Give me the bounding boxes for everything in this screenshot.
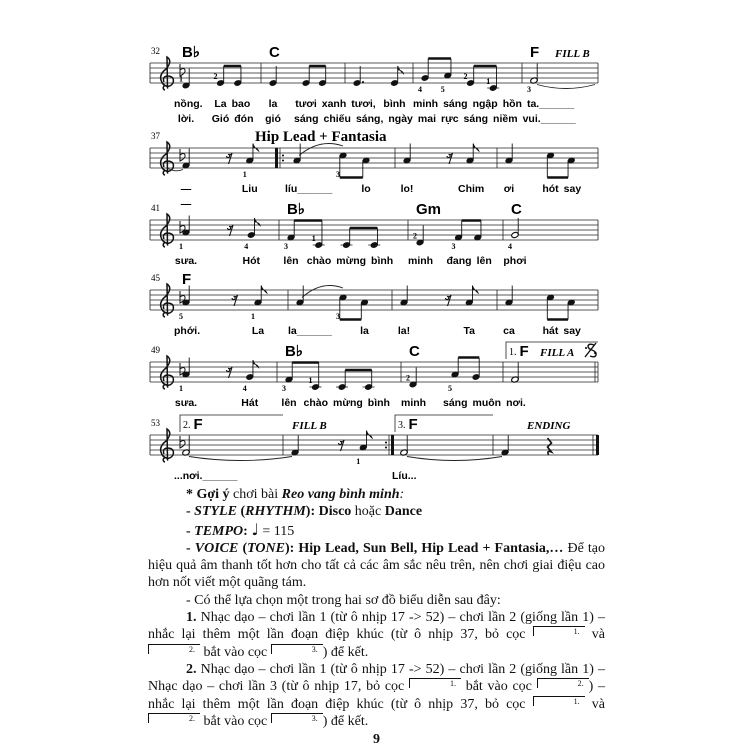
chord-symbol: F	[519, 343, 529, 360]
quarter-note-icon: ♩	[251, 519, 259, 539]
text-segment: STYLE	[194, 504, 237, 520]
treble-clef-icon	[161, 356, 174, 389]
text-segment: :	[243, 523, 252, 539]
text-segment: ) – nhắc lại thêm một lần đoạn điệp khúc (từ ô nhịp 37, bỏ cọc	[148, 679, 605, 712]
text-segment: -	[186, 504, 195, 520]
paragraph	[148, 661, 605, 730]
lyric-syllable: lên	[476, 255, 492, 267]
lyric-syllable: ơi	[503, 183, 515, 195]
lyric-syllable: Gió	[211, 113, 230, 125]
lyric-syllable: gió	[265, 113, 281, 125]
text-segment: ): Hip Lead, Sun Bell, Hip Lead + Fantasia,…	[284, 540, 568, 556]
lyric-syllable: Hót	[242, 255, 260, 267]
lyric-syllable: sáng,	[355, 113, 384, 125]
volta-number: 3.	[398, 420, 406, 431]
text-segment: 1.	[186, 610, 201, 626]
repeat-dot	[385, 447, 387, 449]
lyric-syllable: sưa.	[174, 255, 198, 267]
performance-notes-paragraphs	[148, 486, 605, 730]
slur	[302, 285, 343, 297]
fingering-number: 2	[413, 231, 417, 241]
paragraph	[148, 486, 605, 503]
lyric-syllable: chào	[306, 255, 332, 267]
dot	[362, 81, 364, 83]
paragraph	[148, 592, 605, 609]
tie	[189, 457, 292, 461]
fingering-number: 5	[179, 312, 183, 321]
lyric-syllable: mừng	[333, 397, 363, 409]
lyric-syllable: mừng	[336, 255, 367, 267]
lyric-syllable: tươi,	[351, 98, 376, 110]
text-segment: TONE	[247, 540, 285, 556]
lyric-syllable: minh	[408, 255, 434, 267]
fingering-number: 1	[179, 242, 183, 251]
fingering-number: 3	[284, 242, 288, 251]
text-segment: ): Disco	[305, 504, 355, 520]
lyric-syllable: hót	[542, 183, 559, 195]
key-signature-flat-icon	[180, 436, 185, 448]
lyric-syllable: Liu	[241, 183, 258, 195]
text-segment: RHYTHM	[245, 504, 306, 520]
lyric-syllable: muôn	[472, 397, 502, 409]
lyric-syllable: đang	[446, 255, 472, 267]
tie	[407, 457, 502, 461]
lyric-syllable: lo!	[400, 183, 414, 195]
text-segment: :	[399, 487, 405, 502]
repeat-start-barline	[275, 148, 278, 168]
lyric-syllable: đón	[234, 113, 254, 125]
segno-dot	[585, 347, 587, 349]
fingering-number: 2	[406, 373, 410, 383]
lyric-syllable: phới.	[174, 325, 201, 337]
volta-box-symbol: 1.	[533, 696, 585, 706]
volta-box-symbol: 1.	[533, 626, 585, 636]
chord-symbol: B♭	[182, 44, 200, 61]
fingering-number: 3	[282, 384, 286, 393]
text-segment: TEMPO	[194, 523, 244, 539]
eighth-rest-icon	[339, 440, 345, 451]
lyric-syllable: ...nơi.______	[174, 470, 238, 482]
text-segment: bắt vào cọc	[200, 713, 271, 729]
text-segment: -	[186, 540, 195, 556]
fingering-number: 1	[356, 457, 361, 466]
volta-box-symbol: 2.	[537, 678, 589, 688]
eighth-flag	[366, 431, 372, 439]
chord-symbol: F	[408, 416, 418, 433]
fingering-number: 1	[179, 74, 183, 84]
segno-icon	[585, 343, 596, 357]
text-segment: bắt vào cọc	[200, 644, 271, 660]
segno-dot	[594, 352, 596, 354]
lyric-syllable: xanh	[321, 98, 347, 110]
text-segment: - Có thể lựa chọn một trong hai sơ đồ biểu diễn sau đây:	[186, 592, 501, 608]
text-segment: VOICE	[194, 540, 239, 556]
quarter-rest-icon	[548, 438, 552, 455]
page-number: 9	[373, 732, 380, 748]
chord-symbol: C	[511, 201, 522, 218]
text-segment: = 115	[258, 523, 295, 539]
lyric-syllable: ta.______	[526, 98, 575, 110]
eighth-flag	[261, 286, 267, 294]
volta-box-symbol: 1.	[409, 678, 461, 688]
lyric-syllable: tươi	[295, 98, 317, 110]
text-segment: ) để kết.	[322, 644, 369, 660]
lyric-syllable: sáng	[443, 98, 468, 110]
treble-clef-icon	[161, 284, 174, 317]
measure-number: 32	[151, 46, 160, 56]
paragraph	[148, 521, 605, 540]
fingering-number: 5	[448, 384, 452, 393]
chord-symbol: C	[269, 44, 280, 61]
lyric-syllable: bao	[231, 98, 251, 110]
eighth-rest-icon	[228, 225, 234, 236]
fingering-number: 2	[463, 72, 468, 81]
lyric-syllable: ngày	[388, 113, 413, 125]
fingering-number: 1	[308, 376, 313, 385]
fill-annotation: FILL B	[555, 48, 590, 60]
lyric-syllable: vui.______	[522, 113, 576, 125]
tie	[537, 85, 595, 89]
volta-box-symbol: 2.	[148, 644, 200, 654]
eighth-flag	[473, 144, 479, 152]
text-segment: hoặc	[354, 504, 385, 520]
lyric-syllable: sáng	[443, 397, 468, 409]
fingering-number: 2	[213, 72, 218, 81]
lyric-syllable: la	[360, 325, 369, 337]
text-segment: và	[584, 696, 605, 712]
lyric-syllable: lời.	[177, 113, 195, 125]
eighth-rest-icon	[227, 367, 233, 378]
paragraph	[148, 540, 605, 592]
chord-symbol: F	[193, 416, 203, 433]
lyric-syllable: say	[563, 183, 582, 195]
measure-number: 45	[151, 273, 160, 283]
measure-number: 49	[151, 345, 160, 355]
fill-annotation: ENDING	[527, 420, 571, 432]
fingering-number: 1	[311, 234, 316, 243]
text-segment: ) để kết.	[322, 713, 369, 729]
lyric-syllable: la	[268, 98, 278, 110]
eighth-rest-icon	[446, 295, 452, 306]
lyric-syllable: sáng	[294, 113, 319, 125]
text-segment: (	[238, 540, 248, 556]
lyric-syllable: niềm	[493, 113, 518, 125]
fingering-number: 1	[486, 77, 491, 86]
final-barline	[596, 435, 599, 455]
key-signature-flat-icon	[180, 149, 185, 161]
volta-box-symbol: 3.	[271, 713, 323, 723]
volta-box-symbol: 2.	[148, 713, 200, 723]
lyric-syllable: Líu...	[392, 470, 417, 482]
paragraph	[148, 503, 605, 520]
fingering-number: 4	[242, 384, 247, 393]
volta-box-symbol: 3.	[271, 644, 323, 654]
lyric-syllable: La	[251, 325, 265, 337]
text-segment: 2.	[186, 661, 201, 677]
fingering-number: 3	[451, 242, 456, 251]
chord-symbol: B♭	[285, 343, 303, 360]
lyric-syllable: bình	[371, 255, 394, 267]
repeat-dot	[282, 160, 284, 162]
lyric-syllable: La	[214, 98, 227, 110]
text-segment: -	[186, 523, 195, 539]
lyric-syllable: ngập	[472, 98, 498, 110]
fingering-number: 4	[418, 85, 422, 94]
lyric-syllable: phơi	[503, 255, 527, 267]
lyric-syllable: say	[563, 325, 581, 337]
text-segment: * Gợi ý	[186, 487, 234, 502]
text-segment: chơi bài	[233, 487, 282, 502]
repeat-end-barline	[391, 435, 394, 455]
fingering-number: 4	[244, 242, 249, 251]
lyric-syllable: Hát	[241, 397, 259, 409]
chord-symbol: F	[530, 44, 540, 61]
lyric-syllable: lên	[281, 397, 297, 409]
performance-notes	[148, 486, 605, 748]
treble-clef-icon	[161, 214, 174, 247]
volta-number: 1.	[509, 347, 517, 358]
lyric-syllable: sáng	[463, 113, 489, 125]
lyric-syllable: chào	[303, 397, 329, 409]
fingering-number: 4	[508, 242, 512, 251]
lyric-syllable: ca	[503, 325, 515, 337]
slur	[299, 143, 343, 155]
lyric-syllable: hát	[542, 325, 559, 337]
lyric-syllable: la______	[288, 325, 332, 337]
volta-number: 2.	[183, 420, 191, 431]
lyric-syllable: Ta	[463, 325, 475, 337]
lyric-syllable: hồn	[502, 98, 522, 110]
lyric-syllable: —	[180, 183, 192, 195]
fingering-number: 1	[251, 312, 255, 321]
fingering-number: 5	[440, 85, 445, 94]
measure-number: 41	[151, 203, 160, 213]
treble-clef-icon	[161, 57, 174, 90]
lyric-syllable: minh	[401, 397, 427, 409]
lyric-syllable: mai	[417, 113, 436, 125]
measure-number: 53	[151, 418, 160, 428]
paragraph	[148, 609, 605, 661]
lyric-syllable: nồng.	[174, 98, 203, 110]
voice-header: Hip Lead + Fantasia	[255, 129, 387, 145]
chord-symbol: C	[409, 343, 420, 360]
lyric-syllable: rực	[441, 113, 459, 125]
repeat-dot	[385, 442, 387, 444]
eighth-rest-icon	[447, 153, 453, 164]
lyric-syllable: lo	[361, 183, 371, 195]
fingering-number: 3	[336, 170, 340, 179]
text-segment: Nhạc dạo – chơi lần 1 (từ ô nhịp 17 -> 52) – chơi lần 2 (giống lần 1) – nhắc lại thêm một lần đoạn điệp khúc (từ ô nhịp 37, bỏ cọc	[148, 610, 606, 643]
lyric-syllable: —	[180, 198, 192, 210]
fill-annotation: FILL B	[292, 420, 327, 432]
lyric-syllable: líu______	[285, 183, 333, 195]
text-segment: Nhạc dạo – chơi lần 1 (từ ô nhịp 17 -> 52) – chơi lần 2 (giống lần 1) – Nhạc dạo – chơi lần 3 (từ ô nhịp 17, bỏ cọc	[148, 661, 606, 695]
lyric-syllable: bình	[383, 98, 406, 110]
lyric-syllable: minh	[413, 98, 439, 110]
eighth-flag	[472, 286, 478, 294]
chord-symbol: F	[182, 271, 192, 288]
measure-number: 37	[151, 131, 160, 141]
lyric-syllable: nơi.	[506, 397, 526, 409]
text-segment: Dance	[384, 504, 423, 520]
chord-symbol: Gm	[416, 201, 442, 218]
treble-clef-icon	[161, 429, 174, 462]
lyric-syllable: bình	[367, 397, 390, 409]
text-segment: (	[236, 504, 246, 520]
lyric-syllable: Chim	[458, 183, 485, 195]
eighth-rest-icon	[227, 153, 233, 164]
text-segment: Reo vang bình minh	[281, 487, 400, 502]
eighth-rest-icon	[232, 295, 238, 306]
lyric-syllable: chiếu	[323, 113, 351, 125]
fill-annotation: FILL A	[540, 347, 575, 359]
text-segment: bắt vào cọc	[460, 679, 537, 695]
repeat-dot	[282, 155, 284, 157]
fingering-number: 1	[242, 170, 247, 179]
chord-symbol: B♭	[287, 201, 305, 218]
fingering-number: 3	[527, 85, 531, 94]
lyric-syllable: la!	[397, 325, 411, 337]
lyric-syllable: lên	[283, 255, 299, 267]
fingering-number: 3	[336, 312, 340, 321]
fingering-number: 1	[179, 384, 183, 393]
text-segment: và	[584, 627, 605, 643]
lyric-syllable: sưa.	[174, 397, 198, 409]
text-segment: Để tạo hiệu quả âm thanh tốt hơn cho tất cả các âm sắc nêu trên, nên chơi giai điệu cao hơn nốt viết một quãng tám.	[148, 540, 605, 591]
